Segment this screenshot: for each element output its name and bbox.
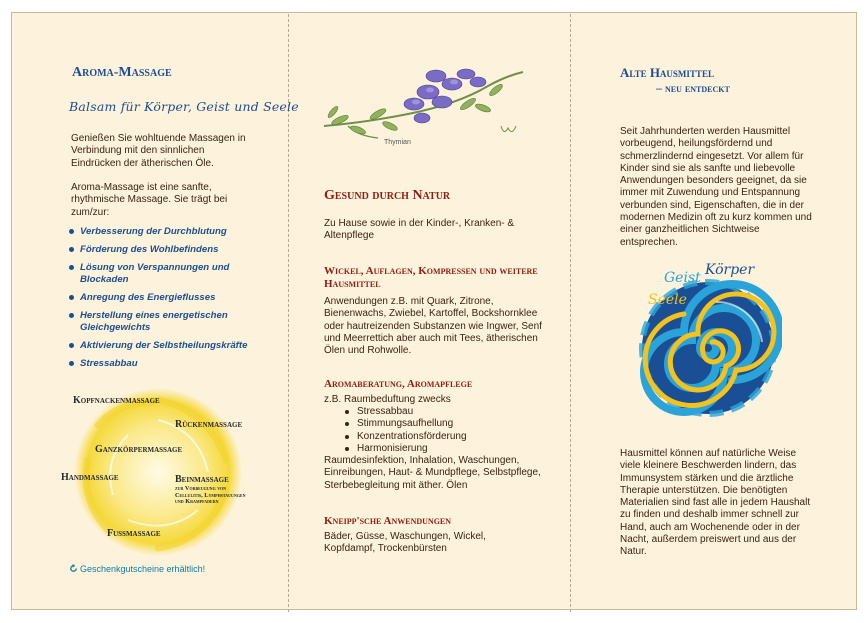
aroma-purpose-item: Konzentrationsförderung: [345, 431, 467, 443]
voucher-text: Geschenkgutscheine erhältlich!: [80, 564, 206, 574]
aroma-purpose-item: Stressabbau: [345, 406, 467, 418]
aroma-purpose-list: [345, 406, 467, 455]
hausmittel-paragraph-1: Seit Jahrhunderten werden Hausmittel vorbeugend, heilungsfördernd und schmerzlindernd eingesetzt. Vor allem für Kinder sind sie als sanfte und liebevolle Anwendungen besonders geeignet, da sie immer mit Zuwendung und Entspannung verbunden sind, Eigenschaften, die in der modernen Medizin oft zu kurz kommen und einer ganzheitlichen Sichtweise entsprechen.: [620, 126, 812, 248]
massage-label-ruecken: Rückenmassage: [175, 419, 243, 430]
section-kneipp-text: Bäder, Güsse, Waschungen, Wickel, Kopfdampf, Trockenbürsten: [324, 531, 486, 555]
benefit-list: [68, 226, 278, 370]
natur-title: Gesund durch Natur: [324, 188, 451, 203]
benefit-item: Herstellung eines energetischen Gleichgewichts: [68, 310, 278, 334]
aroma-subtitle: Balsam für Körper, Geist und Seele: [69, 99, 299, 114]
benefit-item: Lösung von Verspannungen und Blockaden: [68, 262, 278, 286]
logo-word-koerper: Körper: [705, 262, 755, 278]
hausmittel-paragraph-2: Hausmittel können auf natürliche Weise viele kleinere Beschwerden lindern, das Immunsystem stärken und die ärztliche Therapie unterstützen. Die benötigten Materialien sind fast alle in jedem Haushalt zu finden und deshalb immer schnell zur Hand, auch am Wochenende oder in der Nacht, außerdem preiswert und aus der Natur.: [620, 448, 811, 558]
benefit-item: Förderung des Wohlbefindens: [68, 244, 278, 256]
section-aroma-text: Raumdesinfektion, Inhalation, Waschungen, Einreibungen, Haut- & Mundpflege, Selbstpflege, Sterbebegleitung mit äther. Ölen: [324, 455, 541, 491]
aroma-purpose-item: Stimmungsaufhellung: [345, 418, 467, 430]
aroma-lead: Aroma-Massage ist eine sanfte, rhythmische Massage. Sie trägt bei zum/zur:: [71, 182, 228, 218]
hausmittel-title-2: – neu entdeckt: [656, 81, 730, 95]
benefit-item: Aktivierung der Selbstheilungskräfte: [68, 340, 278, 352]
massage-label-kopf: Kopfnackenmassage: [73, 395, 160, 406]
logo-word-seele: Seele: [648, 292, 687, 308]
section-aroma-lead: z.B. Raumbeduftung zwecks: [324, 394, 451, 405]
massage-label-bein: Beinmassage: [175, 474, 229, 485]
benefit-item: Stressabbau: [68, 358, 278, 370]
voucher-note: [69, 564, 205, 574]
massage-label-hand: Handmassage: [61, 472, 119, 483]
aroma-title: Aroma-Massage: [72, 65, 172, 80]
spiral-logo: [630, 268, 782, 418]
aroma-purpose-item: Harmonisierung: [345, 443, 467, 455]
plant-label: Thymian: [384, 139, 411, 146]
section-wickel-text: Anwendungen z.B. mit Quark, Zitrone, Bienenwachs, Zwiebel, Kartoffel, Bockshornklee oder hautreizenden Substanzen wie Ingwer, Senf und Meerrettich aber auch mit Tees, ätherischen Ölen und Rohwolle.: [324, 296, 542, 357]
section-kneipp-title: Kneipp'sche Anwendungen: [324, 515, 452, 527]
section-aroma-title: Aromaberatung, Aromapflege: [324, 378, 473, 390]
logo-word-geist: Geist: [664, 270, 701, 286]
thyme-illustration: [318, 64, 530, 156]
hausmittel-title-1: Alte Hausmittel: [620, 65, 714, 80]
massage-label-bein-note: zur Vorbeugung von Cellulitis, Lymphstauungen und Krampfadern: [175, 485, 246, 506]
benefit-item: Verbesserung der Durchblutung: [68, 226, 278, 238]
aroma-intro: Genießen Sie wohltuende Massagen in Verbindung mit den sinnlichen Eindrücken der ätherischen Öle.: [71, 133, 246, 169]
fold-line-right: [570, 14, 571, 612]
benefit-item: Anregung des Energieflusses: [68, 292, 278, 304]
natur-intro: Zu Hause sowie in der Kinder-, Kranken- & Altenpflege: [324, 218, 515, 242]
section-wickel-title: Wickel, Auflagen, Kompressen und weitere Hausmittel: [324, 265, 538, 290]
massage-label-fuss: Fussmassage: [107, 528, 161, 539]
massage-label-ganz: Ganzkörpermassage: [95, 444, 183, 455]
refresh-arrow-icon: [69, 564, 78, 573]
